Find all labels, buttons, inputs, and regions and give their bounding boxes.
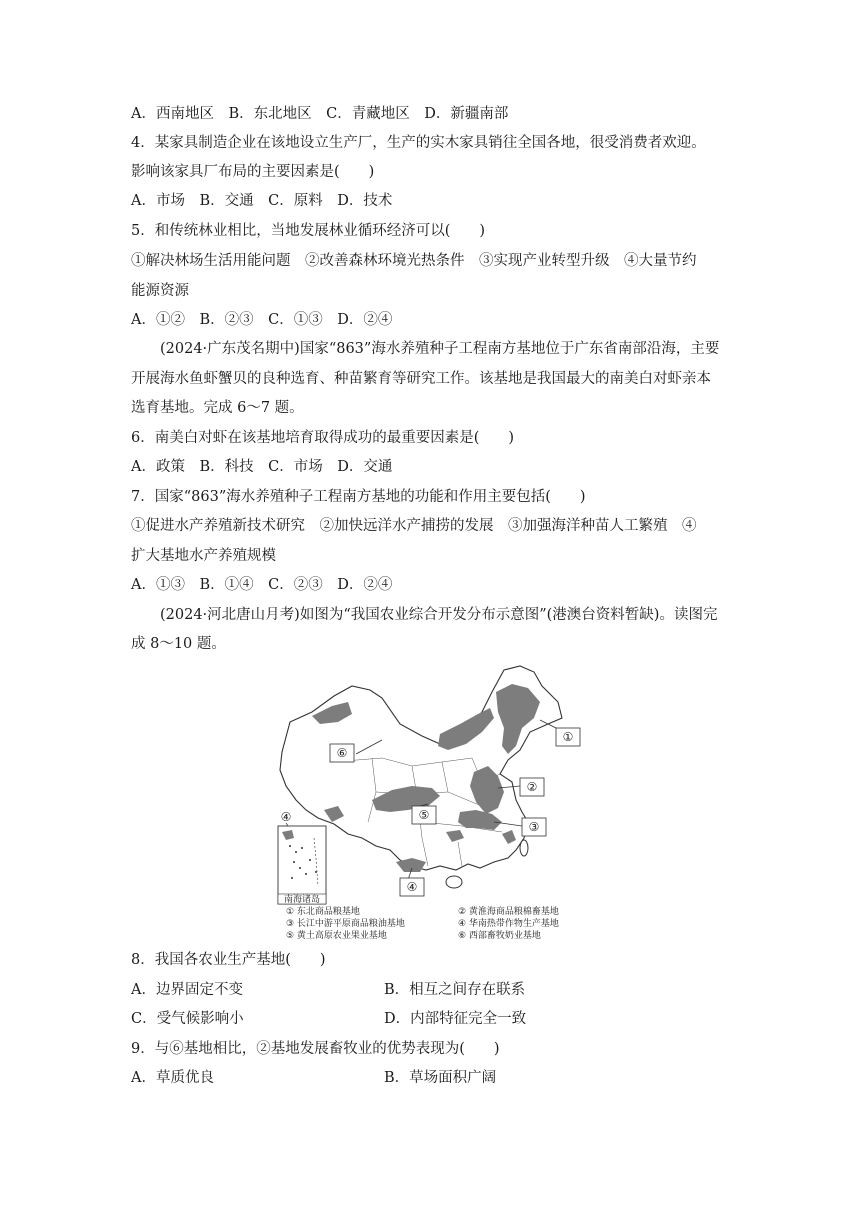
china-agriculture-map xyxy=(272,662,592,944)
marker-2-label: ② xyxy=(526,780,538,794)
q8-option-b: B．相互之间存在联系 xyxy=(384,982,526,998)
q3-options: A．西南地区 B．东北地区 C．青藏地区 D．新疆南部 xyxy=(131,106,509,122)
q8-option-a: A．边界固定不变 xyxy=(131,982,243,998)
legend-item-4: ④ 华南热带作物生产基地 xyxy=(458,919,559,929)
q7-options: A．①③ B．①④ C．②③ D．②④ xyxy=(131,577,393,593)
q4-stem: 4．某家具制造企业在该地设立生产厂，生产的实木家具销往全国各地，很受消费者欢迎。 xyxy=(131,135,706,151)
q7-statements-cont: 扩大基地水产养殖规模 xyxy=(131,548,276,564)
passage-6-7-cont1: 开展海水鱼虾蟹贝的良种选育、种苗繁育等研究工作。该基地是我国最大的南美白对虾亲本 xyxy=(131,371,711,387)
q9-option-b: B．草场面积广阔 xyxy=(384,1070,497,1086)
passage-8-10-cont: 成 8～10 题。 xyxy=(131,636,226,652)
marker-6-label: ⑥ xyxy=(336,746,348,760)
hainan-island xyxy=(446,876,462,888)
passage-6-7-cont2: 选育基地。完成 6～7 题。 xyxy=(131,400,304,416)
q6-options: A．政策 B．科技 C．市场 D．交通 xyxy=(131,459,393,475)
legend-item-3: ③ 长江中游平原商品粮油基地 xyxy=(286,919,405,929)
passage-6-7: (2024·广东茂名期中)国家“863”海水养殖种子工程南方基地位于广东省南部沿海，主要 xyxy=(160,341,720,357)
legend-item-2: ② 黄淮海商品粮棉畜基地 xyxy=(458,907,559,917)
q8-option-c: C．受气候影响小 xyxy=(131,1011,244,1027)
marker-4 xyxy=(400,868,424,896)
q5-options: A．①② B．②③ C．①③ D．②④ xyxy=(131,312,393,328)
legend-item-5: ⑤ 黄土高原农业果业基地 xyxy=(286,931,387,941)
map-svg xyxy=(272,662,592,944)
marker-3-label: ③ xyxy=(528,820,540,834)
q4-options: A．市场 B．交通 C．原料 D．技术 xyxy=(131,193,393,209)
marker-5-label: ⑤ xyxy=(418,808,430,822)
inset-marker-label: ④ xyxy=(280,810,292,824)
q7-stem: 7．国家“863”海水养殖种子工程南方基地的功能和作用主要包括( ) xyxy=(131,489,586,505)
marker-4-label: ④ xyxy=(406,880,418,894)
passage-8-10: (2024·河北唐山月考)如图为“我国农业综合开发分布示意图”(港澳台资料暂缺)。读图完 xyxy=(160,607,718,623)
legend-item-6: ⑥ 西部畜牧奶业基地 xyxy=(458,931,541,941)
q5-statements: ①解决林场生活用能问题 ②改善森林环境光热条件 ③实现产业转型升级 ④大量节约 xyxy=(131,253,697,269)
marker-5 xyxy=(412,804,436,824)
taiwan-island xyxy=(520,840,528,856)
q8-stem: 8．我国各农业生产基地( ) xyxy=(131,952,326,968)
q8-option-d: D．内部特征完全一致 xyxy=(384,1011,527,1027)
marker-1-label: ① xyxy=(562,730,574,744)
q6-stem: 6．南美白对虾在该基地培育取得成功的最重要因素是( ) xyxy=(131,430,515,446)
q5-statements-cont: 能源资源 xyxy=(131,283,189,299)
inset-label: 南海诸岛 xyxy=(283,895,321,905)
q9-option-a: A．草质优良 xyxy=(131,1070,214,1086)
q7-statements: ①促进水产养殖新技术研究 ②加快远洋水产捕捞的发展 ③加强海洋种苗人工繁殖 ④ xyxy=(131,518,697,534)
map-legend xyxy=(286,905,559,941)
q4-stem-cont: 影响该家具厂布局的主要因素是( ) xyxy=(131,164,375,180)
q5-stem: 5．和传统林业相比，当地发展林业循环经济可以( ) xyxy=(131,223,486,239)
south-china-sea-inset xyxy=(278,810,326,905)
legend-item-1: ① 东北商品粮基地 xyxy=(286,907,360,917)
q9-stem: 9．与⑥基地相比，②基地发展畜牧业的优势表现为( ) xyxy=(131,1041,500,1057)
